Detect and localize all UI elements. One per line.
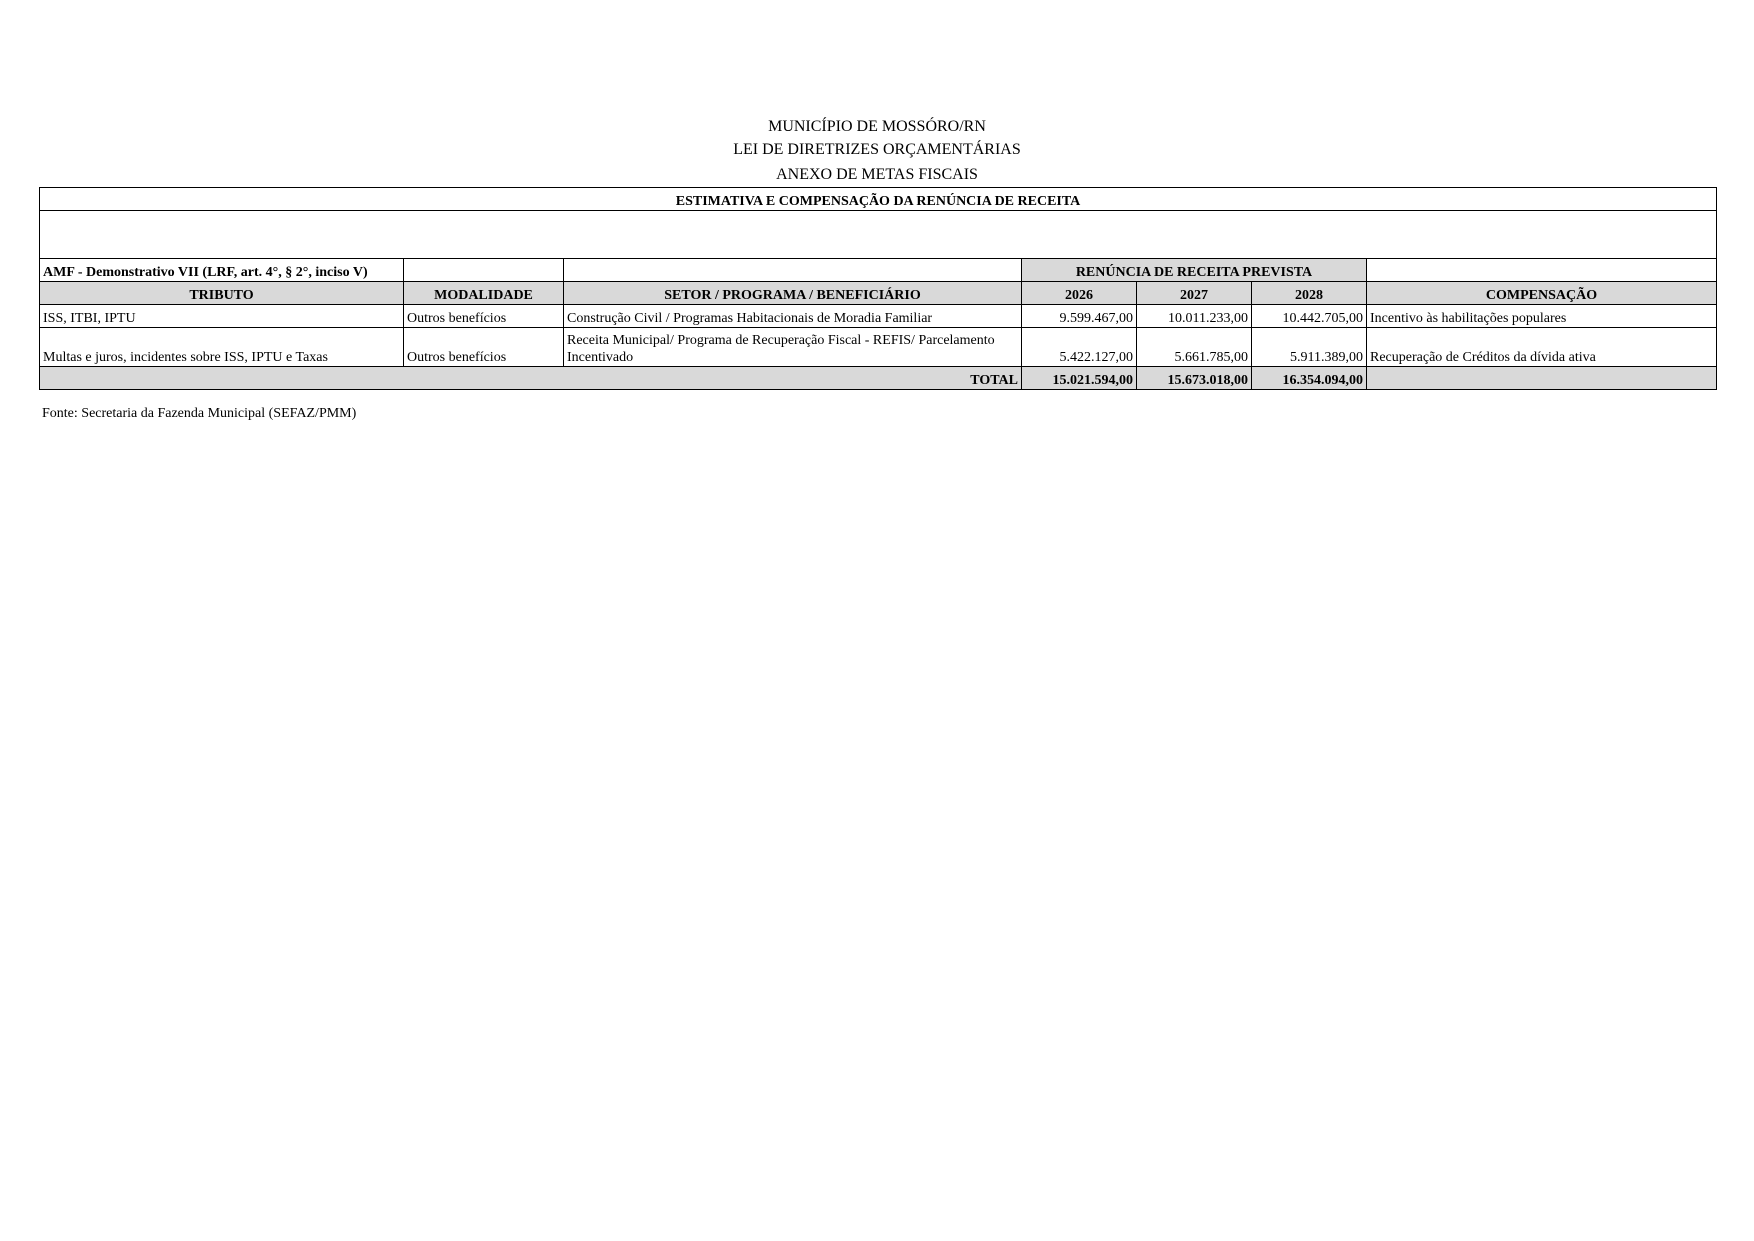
empty-cell: [1367, 259, 1717, 282]
table-title: ESTIMATIVA E COMPENSAÇÃO DA RENÚNCIA DE RECEITA: [40, 188, 1717, 211]
header-lei: LEI DE DIRETRIZES ORÇAMENTÁRIAS: [733, 141, 1021, 158]
cell-2027: 10.011.233,00: [1137, 305, 1252, 328]
table-row: [40, 328, 1717, 367]
blank-row: [40, 211, 1717, 259]
cell-compensacao: Incentivo às habilitações populares: [1367, 305, 1717, 328]
col-header-tributo: TRIBUTO: [40, 282, 404, 305]
cell-setor: Construção Civil / Programas Habitacionais de Moradia Familiar: [564, 305, 1022, 328]
empty-cell: [1367, 367, 1717, 390]
cell-tributo: Multas e juros, incidentes sobre ISS, IPTU e Taxas: [40, 328, 404, 367]
cell-2028: 5.911.389,00: [1252, 328, 1367, 367]
renuncia-receita-table: [39, 187, 1717, 390]
cell-2026: 5.422.127,00: [1022, 328, 1137, 367]
header-municipio: MUNICÍPIO DE MOSSÓRO/RN: [768, 118, 986, 135]
total-2028: 16.354.094,00: [1252, 367, 1367, 390]
cell-modalidade: Outros benefícios: [404, 305, 564, 328]
total-label: TOTAL: [40, 367, 1022, 390]
col-header-2026: 2026: [1022, 282, 1137, 305]
cell-2027: 5.661.785,00: [1137, 328, 1252, 367]
total-2027: 15.673.018,00: [1137, 367, 1252, 390]
cell-2028: 10.442.705,00: [1252, 305, 1367, 328]
col-header-modalidade: MODALIDADE: [404, 282, 564, 305]
col-header-2028: 2028: [1252, 282, 1367, 305]
empty-cell: [404, 259, 564, 282]
source-note: Fonte: Secretaria da Fazenda Municipal (SEFAZ/PMM): [42, 406, 357, 421]
cell-2026: 9.599.467,00: [1022, 305, 1137, 328]
empty-cell: [564, 259, 1022, 282]
total-row: [40, 367, 1717, 390]
cell-compensacao: Recuperação de Créditos da dívida ativa: [1367, 328, 1717, 367]
total-2026: 15.021.594,00: [1022, 367, 1137, 390]
table-row: [40, 305, 1717, 328]
col-header-setor: SETOR / PROGRAMA / BENEFICIÁRIO: [564, 282, 1022, 305]
header-anexo: ANEXO DE METAS FISCAIS: [776, 166, 978, 183]
cell-tributo: ISS, ITBI, IPTU: [40, 305, 404, 328]
col-header-compensacao: COMPENSAÇÃO: [1367, 282, 1717, 305]
cell-modalidade: Outros benefícios: [404, 328, 564, 367]
renuncia-group-header: RENÚNCIA DE RECEITA PREVISTA: [1022, 259, 1367, 282]
amf-label: AMF - Demonstrativo VII (LRF, art. 4°, § 2°, inciso V): [40, 259, 404, 282]
col-header-2027: 2027: [1137, 282, 1252, 305]
cell-setor: Receita Municipal/ Programa de Recuperação Fiscal - REFIS/ Parcelamento Incentivado: [564, 328, 1022, 367]
